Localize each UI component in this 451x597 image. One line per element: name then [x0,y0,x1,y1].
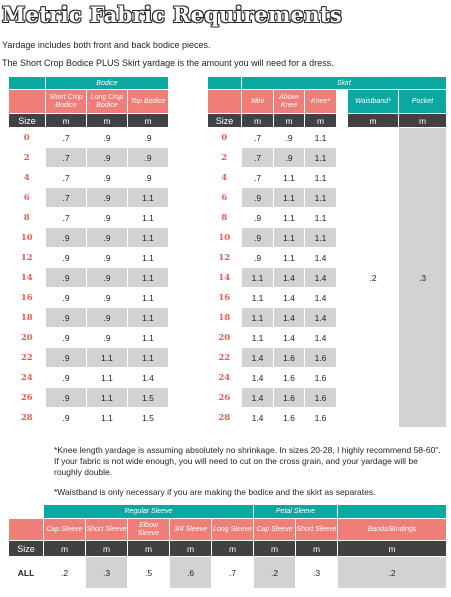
pocket-header: Pocket [399,90,447,114]
yardage-cell: .9 [242,208,274,228]
size-label: 8 [208,208,242,228]
skirt-band-header: Skirt [242,77,447,90]
waistband-header: Waistband* [348,90,399,114]
skirt-size-label: Size [208,114,242,128]
yardage-cell: 1.1 [305,128,337,148]
size-label: 0 [208,128,242,148]
yardage-cell: 1.1 [305,168,337,188]
skirt-header: Above Knee [274,90,305,114]
yardage-cell: 1.1 [128,228,169,248]
yardage-cell: .9 [87,188,128,208]
skirt-gap-column [337,128,348,428]
yardage-cell: 1.4 [274,328,305,348]
yardage-cell: 1.1 [128,328,169,348]
yardage-cell: 1.1 [87,368,128,388]
regular-sleeve-band: Regular Sleeve [44,505,254,519]
pocket-value: .3 [399,128,447,428]
size-label: 8 [9,208,46,228]
sleeve-value: .2 [254,557,296,589]
skirt-unit: m [274,114,305,128]
yardage-cell: .9 [274,128,305,148]
bodice-size-label: Size [9,114,46,128]
waistband-value: .2 [348,128,399,428]
sleeve-header: Elbow Sleeve [128,519,170,541]
yardage-cell: .9 [87,308,128,328]
table-row [9,368,169,388]
table-row [9,188,169,208]
yardage-cell: .9 [87,148,128,168]
sleeves-unit: m [338,541,447,557]
yardage-cell: .9 [87,228,128,248]
sleeve-header: 3/4 Sleeve [170,519,212,541]
yardage-cell: .7 [46,188,87,208]
size-label: 4 [208,168,242,188]
sleeve-value: .2 [44,557,86,589]
size-label: 24 [9,368,46,388]
yardage-cell: 1.1 [128,188,169,208]
size-label: 26 [208,388,242,408]
yardage-cell: 1.1 [128,268,169,288]
yardage-cell: .9 [87,208,128,228]
size-label: 28 [9,408,46,428]
sleeves-unit: m [86,541,128,557]
size-label: 6 [9,188,46,208]
size-label: 14 [208,268,242,288]
size-label: 20 [9,328,46,348]
skirt-header-gap [337,90,348,114]
yardage-cell: 1.4 [242,348,274,368]
bindings-band [338,505,447,519]
yardage-cell: 1.5 [128,408,169,428]
yardage-cell: 1.1 [242,308,274,328]
yardage-cell: 1.6 [274,368,305,388]
yardage-cell: .9 [274,148,305,168]
bodice-header: Short Crop Bodice [46,90,87,114]
yardage-cell: 1.1 [242,288,274,308]
table-row [9,408,169,428]
sleeve-header: Bands/Bindings [338,519,447,541]
yardage-cell: 1.4 [274,288,305,308]
yardage-cell: .7 [46,128,87,148]
table-row [9,388,169,408]
table-row [9,308,169,328]
yardage-cell: 1.1 [305,188,337,208]
size-label: 28 [208,408,242,428]
yardage-cell: .7 [242,148,274,168]
yardage-cell: .9 [46,268,87,288]
bodice-header: Long Crop Bodice [87,90,128,114]
note-yardage: Yardage includes both front and back bodice pieces. [2,40,211,50]
yardage-cell: .7 [46,148,87,168]
sleeve-header: Cap Sleeve [44,519,86,541]
yardage-cell: .9 [46,368,87,388]
yardage-cell: .9 [46,308,87,328]
yardage-cell: 1.4 [305,308,337,328]
sleeves-unit: m [128,541,170,557]
yardage-cell: 1.5 [128,388,169,408]
bodice-unit: m [87,114,128,128]
yardage-cell: .9 [242,188,274,208]
yardage-cell: 1.1 [274,228,305,248]
yardage-cell: 1.6 [305,348,337,368]
yardage-cell: 1.1 [87,408,128,428]
sleeve-header: Short Sleeve [296,519,338,541]
table-row [9,328,169,348]
size-label: 16 [9,288,46,308]
skirt-unit-gap [337,114,348,128]
petal-sleeve-band: Petal Sleeve [254,505,338,519]
page-title: Metric Fabric Requirements [2,2,342,27]
yardage-cell: .7 [46,208,87,228]
table-row [9,228,169,248]
yardage-cell: .9 [46,348,87,368]
bodice-unit: m [46,114,87,128]
size-label: 10 [208,228,242,248]
size-label: 10 [9,228,46,248]
table-row [9,128,169,148]
yardage-cell: .9 [46,408,87,428]
sleeves-unit: m [212,541,254,557]
table-row [9,168,169,188]
yardage-cell: 1.4 [305,268,337,288]
sleeves-unit: m [254,541,296,557]
table-row [9,208,169,228]
yardage-cell: 1.1 [128,308,169,328]
size-label: 12 [208,248,242,268]
sleeves-size-header-blank [9,519,44,541]
sleeve-header: Cap Sleeve [254,519,296,541]
yardage-cell: .7 [242,168,274,188]
size-label: 6 [208,188,242,208]
size-label: 0 [9,128,46,148]
bodice-band-header: Bodice [46,77,169,90]
yardage-cell: 1.1 [87,388,128,408]
table-row [9,248,169,268]
footnote-knee: *Knee length yardage is assuming absolutely no shrinkage. In sizes 20-28, I highly recommend 58-60". If your fabric is not wide enough, you will need to cut on the cross grain, and your yardage will be roughly double. [54,445,441,477]
yardage-cell: 1.1 [128,348,169,368]
table-row [9,268,169,288]
yardage-cell: 1.6 [274,408,305,428]
size-label: 4 [9,168,46,188]
sleeves-unit: m [296,541,338,557]
yardage-cell: 1.4 [128,368,169,388]
skirt-header: Mini [242,90,274,114]
size-label: 22 [208,348,242,368]
yardage-cell: .7 [46,168,87,188]
yardage-cell: 1.6 [305,388,337,408]
yardage-cell: 1.1 [305,148,337,168]
bodice-table [8,76,169,428]
yardage-cell: 1.1 [242,328,274,348]
footnote-waistband: *Waistband is only necessary if you are making the bodice and the skirt as separates. [54,487,376,497]
size-label: 18 [208,308,242,328]
skirt-size-header-blank [208,90,242,114]
size-label: 26 [9,388,46,408]
skirt-unit: m [305,114,337,128]
yardage-cell: .9 [87,288,128,308]
yardage-cell: 1.6 [274,388,305,408]
sleeve-header: Long Sleeve [212,519,254,541]
yardage-cell: 1.4 [305,288,337,308]
skirt-unit: m [242,114,274,128]
bodice-size-header-blank [9,90,46,114]
yardage-cell: 1.1 [305,208,337,228]
bodice-unit: m [128,114,169,128]
yardage-cell: .9 [128,168,169,188]
sleeves-table [8,504,447,589]
size-label: 14 [9,268,46,288]
sleeves-unit: m [170,541,212,557]
skirt-unit: m [399,114,447,128]
yardage-cell: 1.6 [305,408,337,428]
yardage-cell: 1.6 [274,348,305,368]
yardage-cell: 1.6 [305,368,337,388]
table-row [9,348,169,368]
yardage-cell: .9 [46,228,87,248]
yardage-cell: 1.4 [242,368,274,388]
yardage-cell: 1.1 [128,208,169,228]
yardage-cell: 1.1 [274,208,305,228]
yardage-cell: .9 [87,268,128,288]
yardage-cell: 1.1 [274,188,305,208]
yardage-cell: 1.1 [274,168,305,188]
sleeve-header: Short Sleeve [86,519,128,541]
skirt-unit: m [348,114,399,128]
yardage-cell: 1.1 [128,288,169,308]
sleeves-row-label: ALL [9,557,44,589]
sleeves-unit: m [44,541,86,557]
yardage-cell: .9 [46,328,87,348]
size-label: 22 [9,348,46,368]
table-row [208,128,447,148]
yardage-cell: 1.4 [305,248,337,268]
yardage-cell: .7 [242,128,274,148]
yardage-cell: 1.4 [242,408,274,428]
yardage-cell: .9 [46,388,87,408]
yardage-cell: 1.4 [274,268,305,288]
sleeves-size-label: Size [9,541,44,557]
yardage-cell: .9 [87,248,128,268]
yardage-cell: .9 [242,228,274,248]
yardage-cell: .9 [242,248,274,268]
yardage-cell: 1.1 [274,248,305,268]
size-label: 24 [208,368,242,388]
yardage-cell: 1.4 [305,328,337,348]
yardage-cell: 1.1 [128,248,169,268]
size-label: 16 [208,288,242,308]
yardage-cell: .9 [87,128,128,148]
size-label: 2 [208,148,242,168]
yardage-cell: .9 [128,148,169,168]
note-dress: The Short Crop Bodice PLUS Skirt yardage is the amount you will need for a dress. [2,58,334,68]
yardage-cell: .9 [87,328,128,348]
size-label: 20 [208,328,242,348]
yardage-cell: .9 [46,248,87,268]
yardage-cell: 1.4 [242,388,274,408]
table-row [9,288,169,308]
yardage-cell: 1.4 [274,308,305,328]
yardage-cell: .9 [46,288,87,308]
skirt-header: Knee* [305,90,337,114]
bodice-header: Top Bodice [128,90,169,114]
table-row [9,148,169,168]
sleeve-value: .3 [86,557,128,589]
bodice-band-corner [9,77,46,90]
sleeve-value: .7 [212,557,254,589]
sleeve-value: .3 [296,557,338,589]
sleeves-corner [9,505,44,519]
yardage-cell: .9 [87,168,128,188]
yardage-cell: 1.1 [87,348,128,368]
sleeve-value: .2 [338,557,447,589]
sleeve-value: .5 [128,557,170,589]
yardage-cell: 1.1 [305,228,337,248]
size-label: 12 [9,248,46,268]
skirt-table [207,76,447,428]
sleeve-value: .6 [170,557,212,589]
size-label: 2 [9,148,46,168]
skirt-band-corner [208,77,242,90]
yardage-cell: 1.1 [242,268,274,288]
yardage-cell: .9 [128,128,169,148]
size-label: 18 [9,308,46,328]
